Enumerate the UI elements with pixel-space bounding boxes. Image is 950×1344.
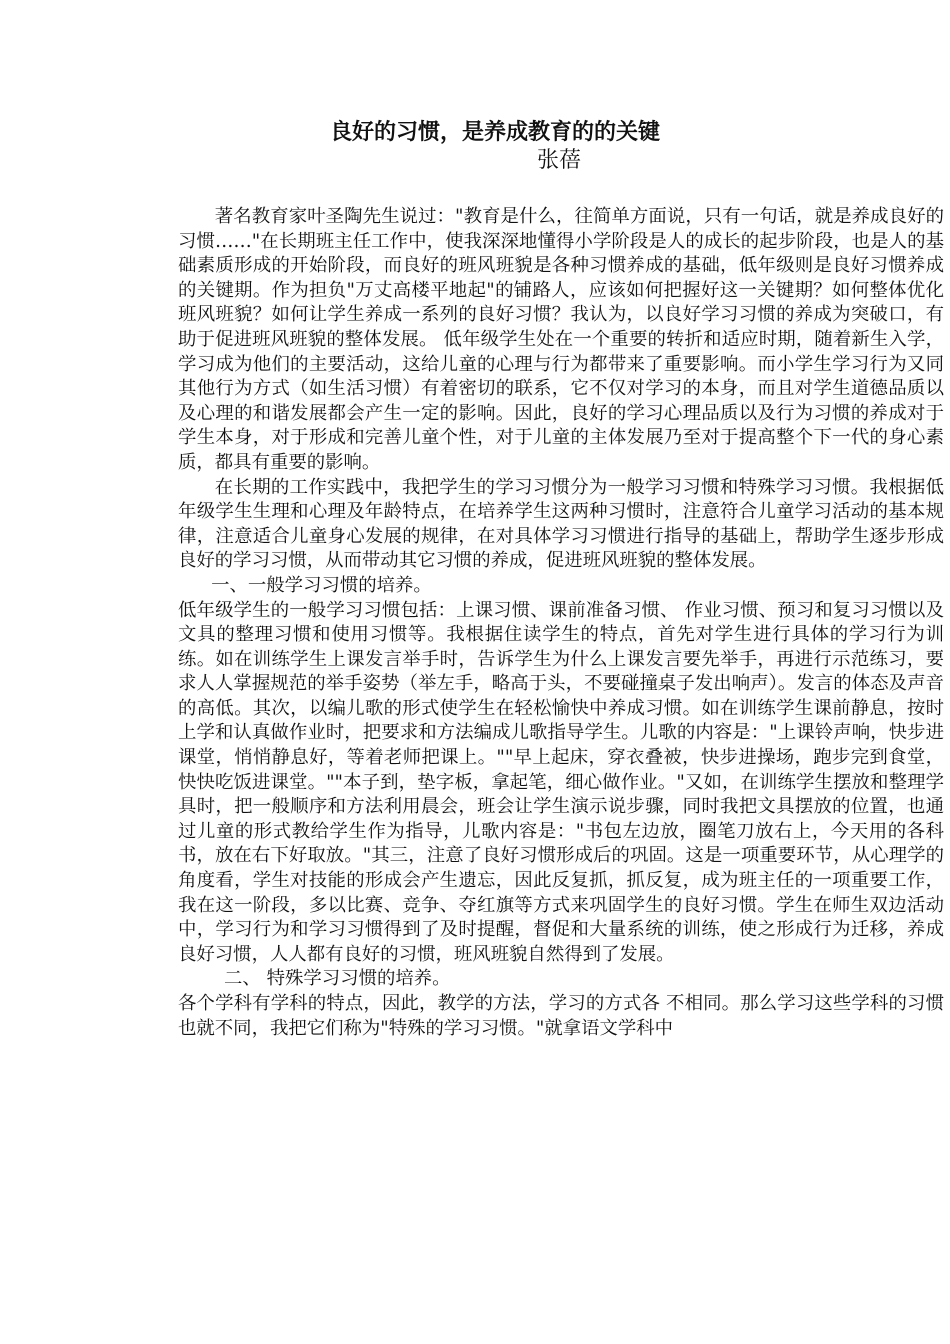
- paragraph-intro: 著名教育家叶圣陶先生说过："教育是什么，往简单方面说，只有一句话，就是养成良好的习惯……"在长期班主任工作中，使我深深地懂得小学阶段是人的成长的起步阶段，也是人的基础素质形成的开始阶段，而良好的班风班貌是各种习惯养成的基础，低年级则是良好习惯养成的关键期。作为担负"万丈高楼平地起"的铺路人，应该如何把握好这一关键期？如何整体优化班风班貌？如何让学生养成一系列的良好习惯？我认为，以良好学习习惯的养成为突破口，有助于促进班风班貌的整体发展。 低年级学生处在一个重要的转折和适应时期，随着新生入学，学习成为他们的主要活动，这给儿童的心理与行为都带来了重要影响。而小学生学习行为又同其他行为方式（如生活习惯）有着密切的联系，它不仅对学习的本身，而且对学生道德品质以及心理的和谐发展都会产生一定的影响。因此，良好的学习心理品质以及行为习惯的养成对于学生本身，对于形成和完善儿童个性，对于儿童的主体发展乃至对于提高整个下一代的身心素质，都具有重要的影响。: [178, 206, 944, 473]
- document-title: 良好的习惯，是养成教育的的关键: [329, 119, 660, 145]
- section-heading-special: 二、 特殊学习习惯的培养。: [224, 968, 451, 990]
- paragraph-practice: 在长期的工作实践中，我把学生的学习习惯分为一般学习习惯和特殊学习习惯。我根据低年级学生生理和心理及年龄特点，在培养学生这两种习惯时，注意符合儿童学习活动的基本规律，注意适合儿童身心发展的规律，在对具体学习习惯进行指导的基础上，帮助学生逐步形成良好的学习习惯，从而带动其它习惯的养成，促进班风班貌的整体发展。: [178, 476, 944, 572]
- paragraph-general-habits: 低年级学生的一般学习习惯包括：上课习惯、课前准备习惯、 作业习惯、预习和复习习惯以及文具的整理习惯和使用习惯等。我根据住读学生的特点，首先对学生进行具体的学习行为训练。如在训练学生上课发言举手时，告诉学生为什么上课发言要先举手，再进行示范练习，要求人人掌握规范的举手姿势（举左手，略高于头，不要碰撞桌子发出响声）。发言的体态及声音的高低。其次，以编儿歌的形式使学生在轻松愉快中养成习惯。如在训练学生课前静息，按时上学和认真做作业时，把要求和方法编成儿歌指导学生。儿歌的内容是："上课铃声响，快步进课堂，悄悄静息好，等着老师把课上。""早上起床，穿衣叠被，快步进操场，跑步完到食堂，快快吃饭进课堂。""本子到，垫字板，拿起笔，细心做作业。"又如，在训练学生摆放和整理学具时，把一般顺序和方法利用晨会，班会让学生演示说步骤，同时我把文具摆放的位置，也通过儿童的形式教给学生作为指导，儿歌内容是："书包左边放，圈笔刀放右上，今天用的各科书，放在右下好取放。"其三，注意了良好习惯形成后的巩固。这是一项重要环节，从心理学的角度看，学生对技能的形成会产生遗忘，因此反复抓，抓反复，成为班主任的一项重要工作，我在这一阶段，多以比赛、竞争、夺红旗等方式来巩固学生的良好习惯。学生在师生双边活动中，学习行为和学习习惯得到了及时提醒，督促和大量系统的训练，使之形成行为迁移，养成良好习惯，人人都有良好的习惯，班风班貌自然得到了发展。: [178, 599, 944, 965]
- paragraph-special-habits: 各个学科有学科的特点，因此，教学的方法，学习的方式各 不相同。那么学习这些学科的习惯也就不同，我把它们称为"特殊的学习习惯。"就拿语文学科中: [178, 993, 944, 1039]
- document-body: [178, 205, 944, 1041]
- section-heading-general: 一、一般学习习惯的培养。: [211, 574, 432, 596]
- document-author: 张蓓: [536, 148, 581, 173]
